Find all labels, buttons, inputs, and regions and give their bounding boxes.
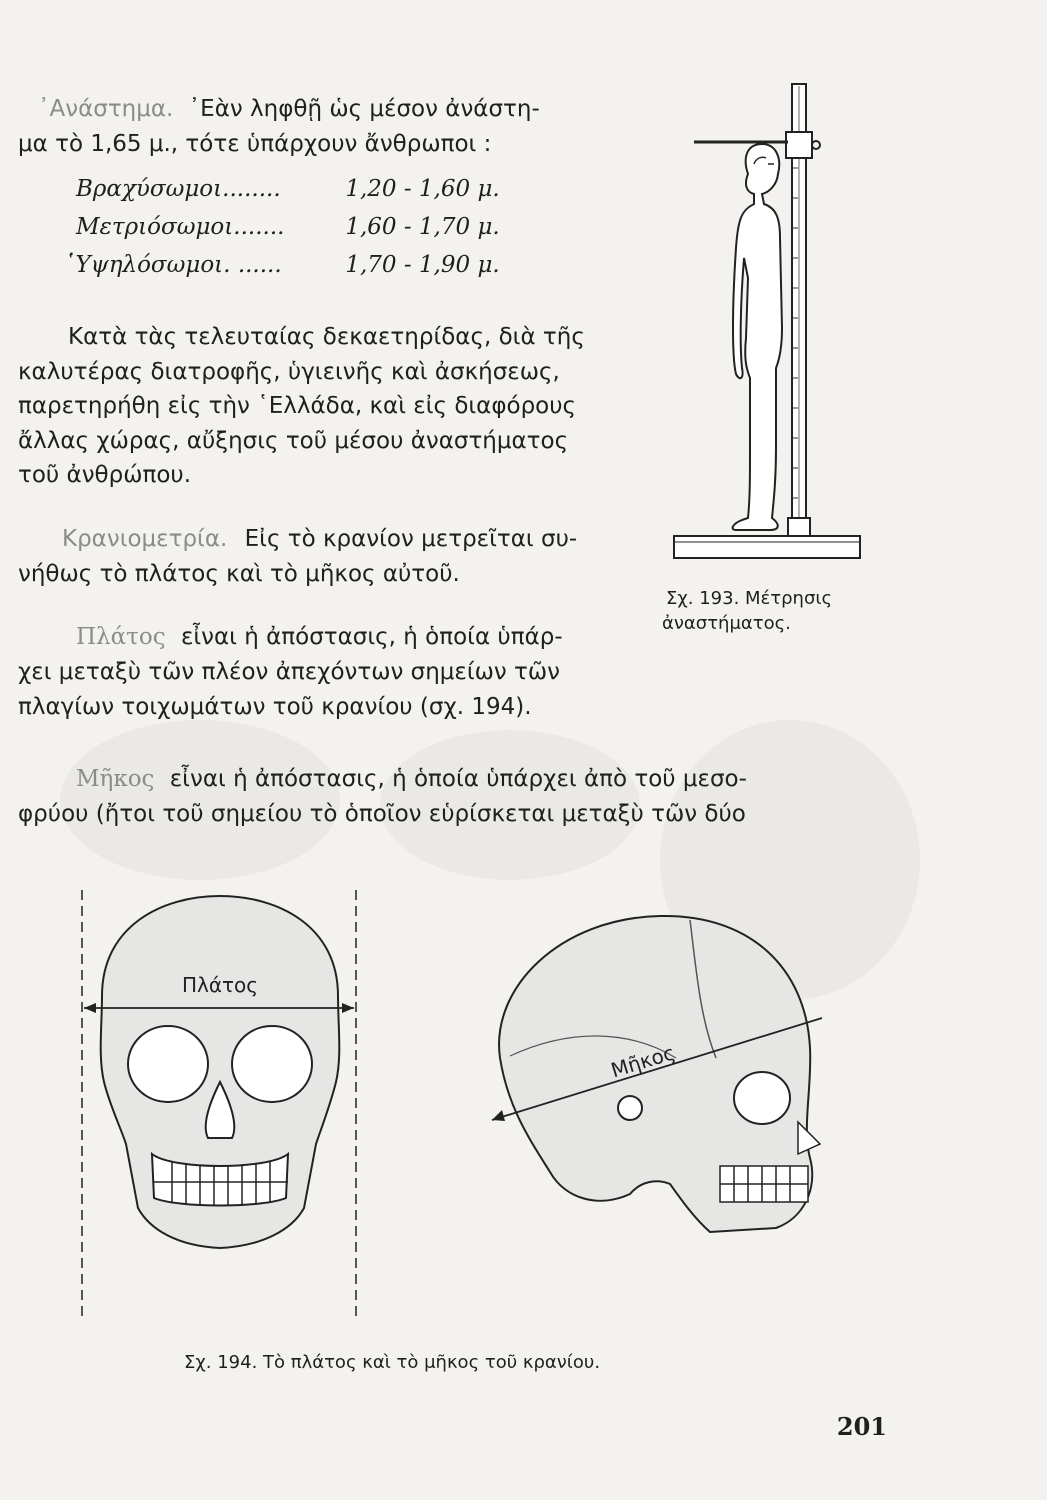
person-silhouette — [733, 144, 782, 530]
paragraph-line: καλυτέρας διατροφῆς, ὑγιεινῆς καὶ ἀσκήσεως, — [18, 358, 560, 385]
table-row-label: Μετριόσωμοι....... — [76, 214, 285, 240]
length-paragraph — [18, 762, 898, 832]
figure-193-caption-line1: Σχ. 193. Μέτρησις — [666, 588, 833, 609]
right-eye-socket — [232, 1026, 312, 1102]
length-line1: εἶναι ἡ ἀπόστασις, ἡ ὁποία ὑπάρχει ἀπὸ τοῦ μεσο- — [169, 766, 747, 792]
side-teeth — [720, 1166, 808, 1202]
ear-opening — [618, 1096, 642, 1120]
length-label: Μῆκος — [608, 1040, 678, 1083]
paragraph-line: Κατὰ τὰς τελευταίας δεκαετηρίδας, διὰ τῆς — [68, 324, 585, 350]
width-label: Πλάτος — [181, 973, 259, 997]
width-line1: εἶναι ἡ ἀπόστασις, ἡ ὁποία ὑπάρ- — [180, 624, 563, 650]
length-term: Μῆκος — [76, 766, 155, 792]
table-row-value: 1,20 - 1,60 μ. — [345, 176, 500, 202]
height-intro-line1: ᾿Εὰν ληφθῇ ὡς μέσον ἀνάστη- — [188, 96, 540, 122]
skull-front-figure — [72, 886, 372, 1326]
rod-slider — [786, 132, 812, 158]
height-measurement-figure — [670, 78, 870, 568]
width-paragraph — [18, 620, 658, 725]
width-term: Πλάτος — [76, 624, 166, 650]
craniometry-paragraph — [18, 522, 658, 592]
side-eye-socket — [734, 1072, 790, 1124]
height-intro — [18, 92, 638, 162]
skull-side-figure — [480, 908, 840, 1238]
height-intro-line2: μα τὸ 1,65 μ., τότε ὑπάρχουν ἄνθρωποι : — [18, 131, 492, 157]
length-line2: φρύου (ἤτοι τοῦ σημείου τὸ ὁποῖον εὑρίσκεται μεταξὺ τῶν δύο — [18, 801, 746, 827]
table-row — [76, 176, 500, 206]
craniometry-line1: Εἰς τὸ κρανίον μετρεῖται συ- — [244, 526, 578, 552]
table-row-value: 1,70 - 1,90 μ. — [345, 252, 500, 278]
measuring-base — [674, 536, 860, 558]
table-row-label: ῾Υψηλόσωμοι. ...... — [64, 252, 282, 278]
figure-194-caption: Σχ. 194. Τὸ πλάτος καὶ τὸ μῆκος τοῦ κρανίου. — [184, 1352, 601, 1373]
table-row-label: Βραχύσωμοι........ — [76, 176, 281, 202]
paragraph-line: τοῦ ἀνθρώπου. — [18, 462, 192, 488]
figure-193-caption — [662, 586, 882, 636]
width-line3: πλαγίων τοιχωμάτων τοῦ κρανίου (σχ. 194). — [18, 694, 532, 720]
figure-193-caption-line2: ἀναστήματος. — [662, 613, 791, 634]
table-row — [76, 214, 500, 244]
paragraph-line: παρετηρήθη εἰς τὴν ῾Ελλάδα, καὶ εἰς διαφόρους — [18, 393, 577, 419]
left-eye-socket — [128, 1026, 208, 1102]
height-heading: ᾿Ανάστημα. — [38, 96, 174, 122]
page-number: 201 — [836, 1412, 887, 1441]
height-paragraph — [18, 320, 658, 493]
table-row-value: 1,60 - 1,70 μ. — [345, 214, 500, 240]
craniometry-heading: Κρανιομετρία. — [62, 526, 228, 552]
table-row — [64, 252, 500, 282]
paragraph-line: ἄλλας χώρας, αὔξησις τοῦ μέσου ἀναστήματος — [18, 427, 569, 454]
craniometry-line2: νήθως τὸ πλάτος καὶ τὸ μῆκος αὐτοῦ. — [18, 561, 460, 587]
width-line2: χει μεταξὺ τῶν πλέον ἀπεχόντων σημείων τῶν — [18, 659, 561, 685]
